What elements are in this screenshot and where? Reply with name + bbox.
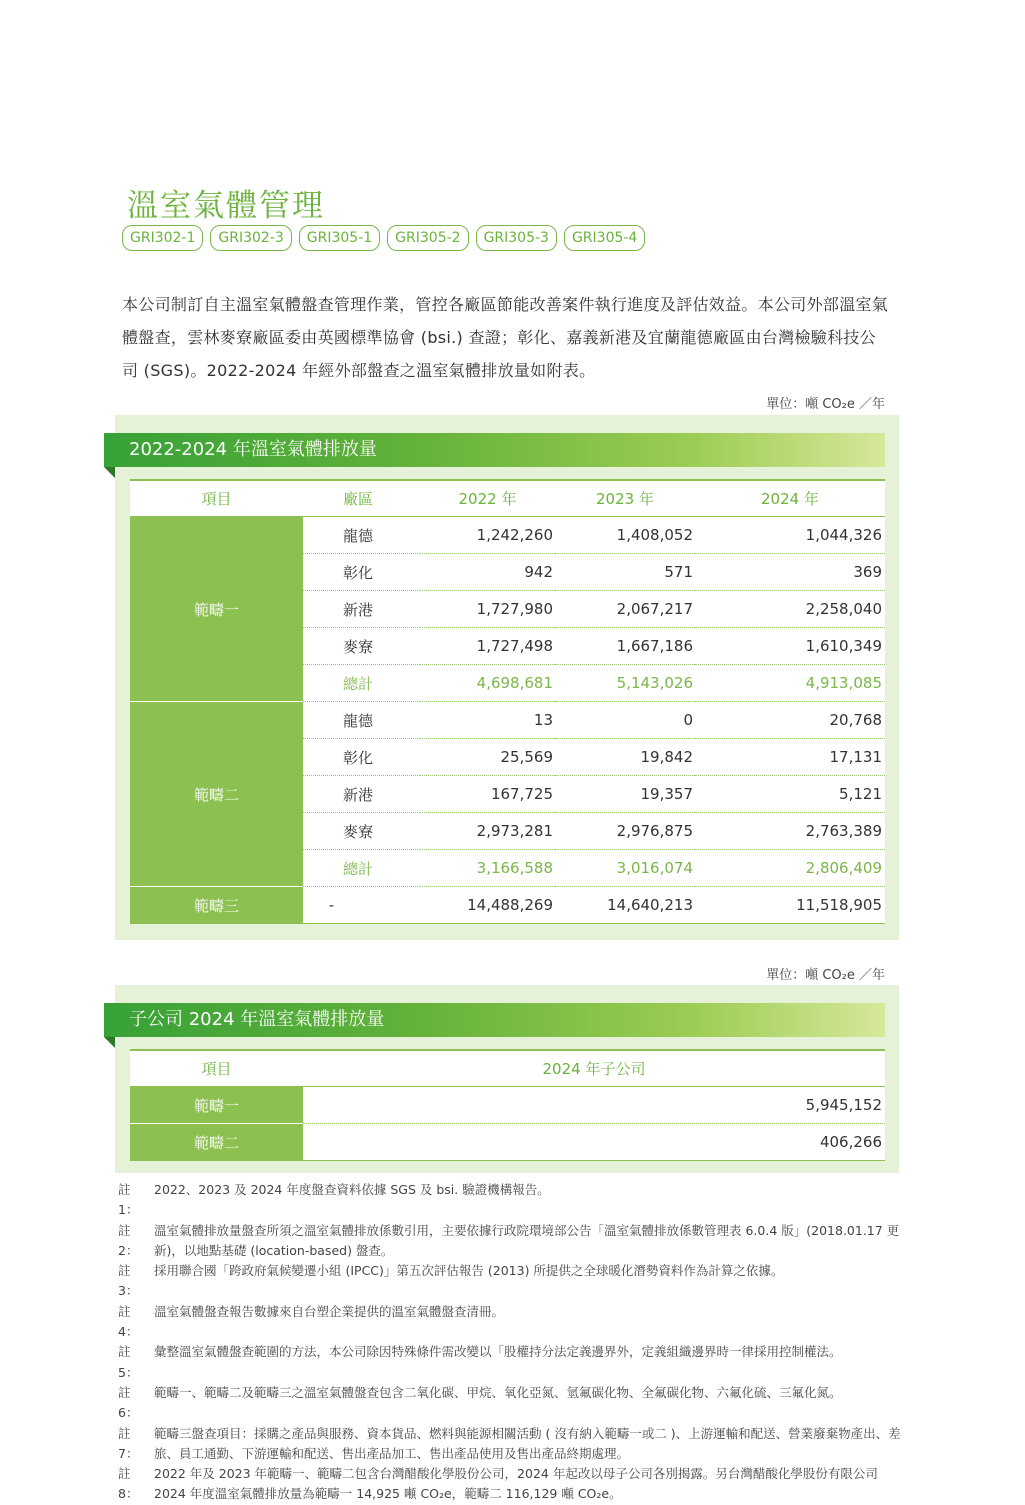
footnote <box>118 1464 908 1505</box>
value-cell: 17,131 <box>695 739 885 776</box>
value-cell: 571 <box>555 554 695 591</box>
plant-cell: 新港 <box>303 776 420 813</box>
value-cell: 4,913,085 <box>695 665 885 702</box>
gri-tag: GRI302-1 <box>122 225 203 251</box>
footnote-label: 註 6： <box>118 1384 139 1421</box>
scope3-label: 範疇三 <box>130 887 303 924</box>
gri-tag: GRI305-2 <box>387 225 468 251</box>
gri-tag: GRI305-4 <box>564 225 645 251</box>
footnote-text: 彙整溫室氣體盤查範圍的方法，本公司除因特殊條件需改變以「股權持分法定義邊界外，定義組織邊界時一律採用控制權法。 <box>154 1344 842 1360</box>
footnote <box>118 1302 908 1343</box>
value-cell: 1,408,052 <box>555 517 695 554</box>
value-cell: 5,945,152 <box>303 1087 885 1124</box>
value-cell: 1,242,260 <box>420 517 555 554</box>
plant-cell: 總計 <box>303 850 420 887</box>
value-cell: 1,727,498 <box>420 628 555 665</box>
header-2023: 2023 年 <box>555 480 695 517</box>
value-cell: 3,016,074 <box>555 850 695 887</box>
header-2022: 2022 年 <box>420 480 555 517</box>
value-cell: 1,610,349 <box>695 628 885 665</box>
footnote-label: 註 5： <box>118 1344 139 1380</box>
footnote-text: 溫室氣體盤查報告數據來自台塑企業提供的溫室氣體盤查清冊。 <box>154 1303 505 1319</box>
value-cell: 1,667,186 <box>555 628 695 665</box>
value-cell: 2,258,040 <box>695 591 885 628</box>
value-cell: 2,806,409 <box>695 850 885 887</box>
footnotes <box>118 1180 908 1505</box>
value-cell: 5,121 <box>695 776 885 813</box>
footnote-label: 註 4： <box>118 1303 139 1340</box>
unit-label: 單位：噸 CO₂e ／年 <box>766 397 885 412</box>
footnote-label: 註 3： <box>118 1263 139 1299</box>
gri-tag: GRI305-3 <box>476 225 557 251</box>
table-row <box>130 1087 885 1124</box>
gri-tag: GRI305-1 <box>299 225 380 251</box>
scope1-group <box>130 517 885 702</box>
emissions-table <box>130 479 885 924</box>
subsidiary-table-panel <box>115 985 899 1173</box>
emissions-table-panel <box>115 415 899 940</box>
value-cell: 369 <box>695 554 885 591</box>
plant-cell: - <box>303 887 420 924</box>
footnote <box>118 1424 908 1465</box>
value-cell: 1,044,326 <box>695 517 885 554</box>
value-cell: 25,569 <box>420 739 555 776</box>
table-banner: 2022-2024 年溫室氣體排放量 <box>104 433 885 467</box>
value-cell: 5,143,026 <box>555 665 695 702</box>
plant-cell: 龍德 <box>303 517 420 554</box>
footnote-text: 2022 年及 2023 年範疇一、範疇二包含台灣醋酸化學股份公司，2024 年起改以母子公司各別揭露。另台灣醋酸化學股份有限公司 2024 年度溫室氣體排放量為範疇一 14,925 噸 CO₂e，範疇二 116,129 噸 CO₂e。 <box>154 1466 878 1502</box>
footnote <box>118 1261 908 1302</box>
footnote-text: 範疇三盤查項目：採購之產品與服務、資本貨品、燃料與能源相關活動 ( 沒有納入範疇一或二 )、上游運輸和配送、營業廢棄物產出、差旅、員工通勤、下游運輸和配送、售出產品加工、售出產品使用及售出產品終期處理。 <box>154 1425 901 1461</box>
scope3-row <box>130 887 885 924</box>
header-item: 項目 <box>130 480 303 517</box>
value-cell: 14,488,269 <box>420 887 555 924</box>
footnote-text: 溫室氣體排放量盤查所須之溫室氣體排放係數引用，主要依據行政院環境部公告「溫室氣體排放係數管理表 6.0.4 版」(2018.01.17 更新)，以地點基礎 (location-based) 盤查。 <box>154 1222 900 1258</box>
table-banner: 子公司 2024 年溫室氣體排放量 <box>104 1003 885 1037</box>
gri-tag-list <box>122 225 645 251</box>
footnote <box>118 1180 908 1221</box>
plant-cell: 麥寮 <box>303 628 420 665</box>
header-plant: 廠區 <box>303 480 420 517</box>
table-header-row <box>130 480 885 517</box>
value-cell: 11,518,905 <box>695 887 885 924</box>
value-cell: 3,166,588 <box>420 850 555 887</box>
gri-tag: GRI302-3 <box>210 225 291 251</box>
value-cell: 14,640,213 <box>555 887 695 924</box>
plant-cell: 麥寮 <box>303 813 420 850</box>
header-item: 項目 <box>130 1050 303 1087</box>
value-cell: 1,727,980 <box>420 591 555 628</box>
value-cell: 19,842 <box>555 739 695 776</box>
scope1-label: 範疇一 <box>130 517 303 702</box>
value-cell: 406,266 <box>303 1124 885 1161</box>
unit-label: 單位：噸 CO₂e ／年 <box>766 968 885 983</box>
value-cell: 2,973,281 <box>420 813 555 850</box>
footnote-label: 註 8： <box>118 1466 139 1502</box>
footnote <box>118 1383 908 1424</box>
scope1-label: 範疇一 <box>130 1087 303 1124</box>
header-subsidiary-2024: 2024 年子公司 <box>303 1050 885 1087</box>
scope2-label: 範疇二 <box>130 702 303 887</box>
value-cell: 2,067,217 <box>555 591 695 628</box>
footnote-label: 註 7： <box>118 1425 139 1461</box>
value-cell: 2,976,875 <box>555 813 695 850</box>
scope2-group <box>130 702 885 887</box>
footnote-label: 註 2： <box>118 1222 139 1258</box>
footnote-text: 採用聯合國「跨政府氣候變遷小組 (IPCC)」第五次評估報告 (2013) 所提供之全球暖化潛勢資料作為計算之依據。 <box>154 1263 784 1279</box>
plant-cell: 彰化 <box>303 554 420 591</box>
header-2024: 2024 年 <box>695 480 885 517</box>
table-row <box>130 702 885 739</box>
value-cell: 0 <box>555 702 695 739</box>
value-cell: 20,768 <box>695 702 885 739</box>
value-cell: 942 <box>420 554 555 591</box>
intro-paragraph: 本公司制訂自主溫室氣體盤查管理作業，管控各廠區節能改善案件執行進度及評估效益。本公司外部溫室氣體盤查，雲林麥寮廠區委由英國標準協會 (bsi.) 查證；彰化、嘉義新港及宜蘭龍德廠區由台灣檢驗科技公司 (SGS)。2022-2024 年經外部盤查之溫室氣體排放量如附表。 <box>122 295 889 380</box>
value-cell: 167,725 <box>420 776 555 813</box>
plant-cell: 彰化 <box>303 739 420 776</box>
table-row <box>130 1124 885 1161</box>
footnote-label: 註 1： <box>118 1182 139 1218</box>
footnote-text: 2022、2023 及 2024 年度盤查資料依據 SGS 及 bsi. 驗證機構報告。 <box>154 1182 550 1197</box>
footnote <box>118 1342 908 1383</box>
banner-fold <box>104 467 115 478</box>
scope2-label: 範疇二 <box>130 1124 303 1161</box>
section-title: 溫室氣體管理 <box>127 188 325 224</box>
table-row <box>130 517 885 554</box>
footnote <box>118 1221 908 1262</box>
plant-cell: 龍德 <box>303 702 420 739</box>
subsidiary-table <box>130 1049 885 1161</box>
plant-cell: 總計 <box>303 665 420 702</box>
footnote-text: 範疇一、範疇二及範疇三之溫室氣體盤查包含二氧化碳、甲烷、氧化亞氮、氫氟碳化物、全氟碳化物、六氟化硫、三氟化氮。 <box>154 1384 842 1400</box>
value-cell: 2,763,389 <box>695 813 885 850</box>
value-cell: 13 <box>420 702 555 739</box>
value-cell: 4,698,681 <box>420 665 555 702</box>
value-cell: 19,357 <box>555 776 695 813</box>
table-header-row <box>130 1050 885 1087</box>
plant-cell: 新港 <box>303 591 420 628</box>
banner-fold <box>104 1037 115 1048</box>
